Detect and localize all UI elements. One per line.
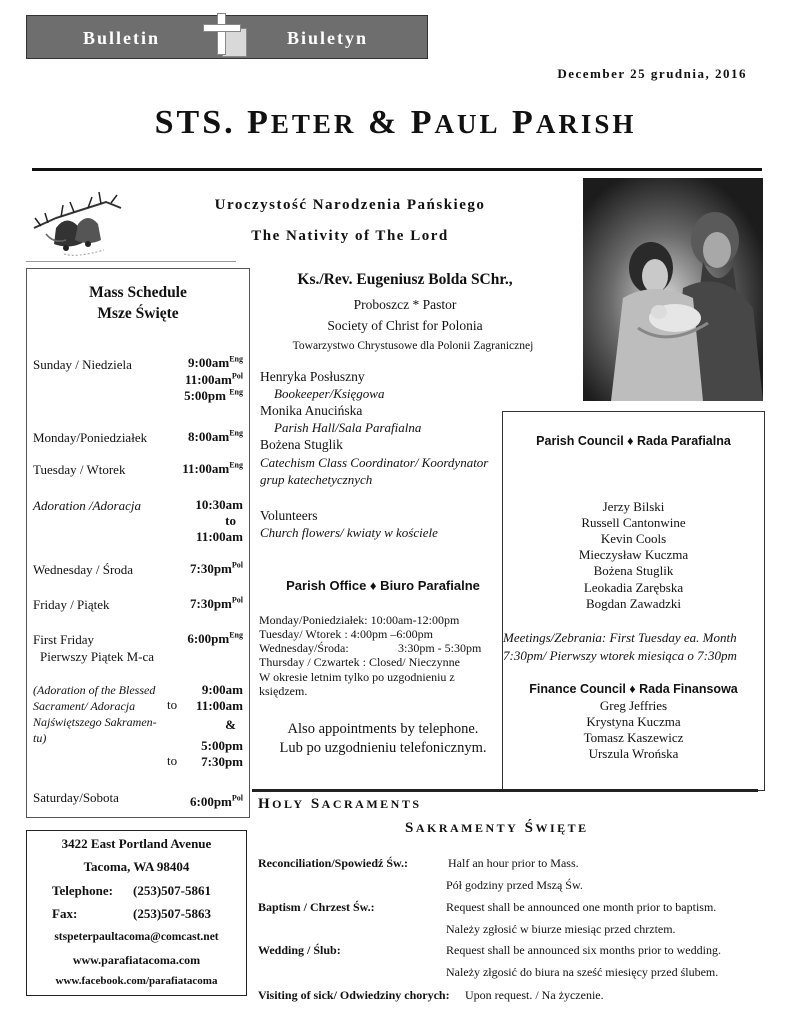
adoration-time-1: 10:30am (195, 497, 243, 512)
page-title: STS. PETER & PAUL PARISH (154, 104, 637, 141)
appointments-pl: Lub po uzgodnieniu telefonicznym. (279, 740, 487, 756)
council-meetings-line-2: 7:30pm/ Pierwszy wtorek miesiąca o 7:30pm (503, 648, 737, 663)
staff-name-3: Bożena Stuglik (260, 437, 343, 452)
office-hours-wednesday-time: 3:30pm - 5:30pm (398, 641, 482, 655)
office-summer-note-2: księdzem. (259, 684, 308, 698)
bulletin-label-pl: Biuletyn (287, 28, 369, 48)
wednesday-label: Wednesday / Środa (33, 562, 134, 577)
council-member: Mieczysław Kuczma (578, 547, 689, 562)
council-member: Bożena Stuglik (593, 563, 674, 578)
ff-adoration-line-1: (Adoration of the Blessed (33, 683, 156, 697)
christmas-bells-icon (26, 188, 126, 260)
baptism-en: Request shall be announced one month prior to baptism. (446, 900, 717, 914)
sunday-time-3: 5:00pm $^{Eng}$ (184, 387, 243, 403)
staff-role-1: Bookeeper/Księgowa (274, 386, 385, 401)
office-hours-thursday: Thursday / Czwartek : Closed/ Nieczynne (259, 655, 460, 669)
wednesday-time: $7:30pm^{Pol}$ (190, 560, 243, 576)
adoration-to: to (225, 513, 236, 528)
facebook-link[interactable]: www.facebook.com/parafiatacoma (55, 975, 218, 987)
appointments-en: Also appointments by telephone. (287, 721, 479, 737)
office-hours-monday: Monday/Poniedziałek: 10:00am-12:00pm (259, 613, 460, 627)
staff-role-3a: Catechism Class Coordinator/ Koordynator (260, 455, 489, 470)
cross-bar (203, 24, 241, 32)
council-member: Leokadia Zarębska (583, 580, 684, 595)
finance-member: Greg Jeffries (599, 698, 668, 713)
first-friday-label-pl: Pierwszy Piątek M-ca (40, 649, 155, 664)
city-address: Tacoma, WA 98404 (83, 859, 190, 874)
feast-title-english: The Nativity of The Lord (251, 228, 449, 244)
sunday-label: Sunday / Niedziela (33, 357, 132, 372)
sacraments-divider (252, 789, 758, 792)
parish-office-title: Parish Office ♦ Biuro Parafialne (286, 578, 480, 593)
feast-title-polish: Uroczystość Narodzenia Pańskiego (214, 197, 486, 213)
friday-label: Friday / Piątek (33, 597, 110, 612)
finance-member: Krystyna Kuczma (586, 714, 681, 729)
council-member: Kevin Cools (600, 531, 667, 546)
baptism-pl: Należy zgłosić w biurze miesiąc przed chrztem. (446, 922, 676, 936)
first-friday-time: $6:00pm^{Eng}$ (187, 630, 243, 646)
sacraments-title-pl: SAKRAMENTY ŚWIĘTE (405, 820, 589, 836)
staff-name-2: Monika Anucińska (260, 403, 363, 418)
office-summer-note-1: W okresie letnim tylko po uzgodnieniu z (259, 670, 455, 684)
adoration-time-2: 11:00am (196, 529, 243, 544)
website-link[interactable]: www.parafiatacoma.com (72, 953, 201, 967)
reconciliation-en: Half an hour prior to Mass. (448, 856, 579, 870)
ff-adoration-line-2: Sacrament/ Adoracja (33, 699, 136, 713)
adoration-label: Adoration /Adoracja (33, 498, 141, 513)
ff-adoration-line-3: Najświętszego Sakramen- (33, 715, 157, 729)
finance-member: Tomasz Kaszewicz (583, 730, 684, 745)
saturday-time: $6:00pm^{Pol}$ (190, 793, 243, 809)
council-meetings-line-1: Meetings/Zebrania: First Tuesday ea. Month (503, 630, 737, 645)
society-en: Society of Christ for Polonia (327, 318, 483, 333)
ff-adoration-time-2: 11:00am (196, 698, 243, 713)
office-hours-tuesday: Tuesday/ Wtorek : 4:00pm –6:00pm (259, 627, 433, 641)
ff-adoration-to-1: to (167, 697, 178, 712)
ff-adoration-time-1: 9:00am (201, 682, 243, 697)
finance-council-title: Finance Council ♦ Rada Finansowa (529, 682, 738, 696)
saturday-label: Saturday/Sobota (33, 790, 119, 805)
monday-label: Monday/Poniedziałek (33, 430, 148, 445)
phone-number[interactable]: (253)507-5861 (133, 883, 211, 898)
street-address: 3422 East Portland Avenue (61, 836, 212, 851)
wedding-label: Wedding / Ślub: (258, 943, 341, 957)
ff-adoration-to-2: to (167, 753, 178, 768)
volunteers-label: Volunteers (260, 508, 318, 523)
office-hours-wednesday: Wednesday/Środa: (259, 641, 349, 655)
sunday-time-1: $9:00am^{Eng}$ (188, 354, 243, 370)
council-member: Russell Cantonwine (581, 515, 686, 530)
friday-time: $7:30pm^{Pol}$ (190, 595, 243, 611)
phone-label: Telephone: (52, 883, 113, 898)
tuesday-time: $11:00am^{Eng}$ (182, 460, 243, 476)
ff-adoration-time-4: 7:30pm (201, 754, 243, 769)
council-member: Bogdan Zawadzki (586, 596, 681, 611)
tuesday-label: Tuesday / Wtorek (33, 462, 126, 477)
ff-adoration-and: & (225, 717, 236, 732)
visiting-sick-value: Upon request. / Na życzenie. (465, 988, 604, 1002)
feast-divider (26, 261, 236, 262)
parish-council-title: Parish Council ♦ Rada Parafialna (536, 434, 731, 448)
reconciliation-label: Reconciliation/Spowiedź Św.: (258, 856, 409, 870)
first-friday-label-en: First Friday (33, 632, 95, 647)
title-divider (32, 168, 762, 171)
bulletin-banner (26, 15, 428, 59)
cross-icon (217, 13, 226, 55)
finance-member: Urszula Wrońska (588, 746, 679, 761)
fax-number: (253)507-5863 (133, 906, 211, 921)
ff-adoration-line-4: tu) (33, 731, 47, 745)
staff-role-2: Parish Hall/Sala Parafialna (274, 420, 422, 435)
council-member: Jerzy Bilski (602, 499, 665, 514)
pastor-name: Ks./Rev. Eugeniusz Bolda SChr., (297, 271, 513, 288)
staff-name-1: Henryka Posłuszny (260, 369, 365, 384)
email-link[interactable]: stspeterpaultacoma@comcast.net (54, 931, 219, 943)
bulletin-label-en: Bulletin (83, 28, 161, 48)
pastor-role: Proboszcz * Pastor (353, 297, 457, 312)
volunteers-role: Church flowers/ kwiaty w kościele (260, 525, 438, 540)
holy-family-image (583, 178, 763, 401)
baptism-label: Baptism / Chrzest Św.: (258, 900, 375, 914)
sunday-time-2: $11:00am^{Pol}$ (184, 371, 243, 387)
ff-adoration-time-3: 5:00pm (201, 738, 243, 753)
visiting-sick-label: Visiting of sick/ Odwiedziny chorych: (258, 988, 450, 1002)
fax-label: Fax: (52, 906, 78, 921)
mass-schedule-title-en: Mass Schedule (89, 284, 187, 301)
monday-time: $8:00am^{Eng}$ (188, 428, 243, 444)
sacraments-title-en: HOLY SACRAMENTS (258, 796, 422, 812)
mass-schedule-title-pl: Msze Święte (97, 305, 179, 322)
wedding-pl: Należy złgosić do biura na sześć miesięcy przed ślubem. (446, 965, 719, 979)
bulletin-date: December 25 grudnia, 2016 (557, 66, 747, 81)
staff-role-3b: grup katechetycznych (260, 472, 373, 487)
reconciliation-pl: Pół godziny przed Mszą Św. (446, 878, 583, 892)
society-pl: Towarzystwo Chrystusowe dla Polonii Zagranicznej (292, 340, 534, 352)
wedding-en: Request shall be announced six months prior to wedding. (446, 943, 721, 957)
